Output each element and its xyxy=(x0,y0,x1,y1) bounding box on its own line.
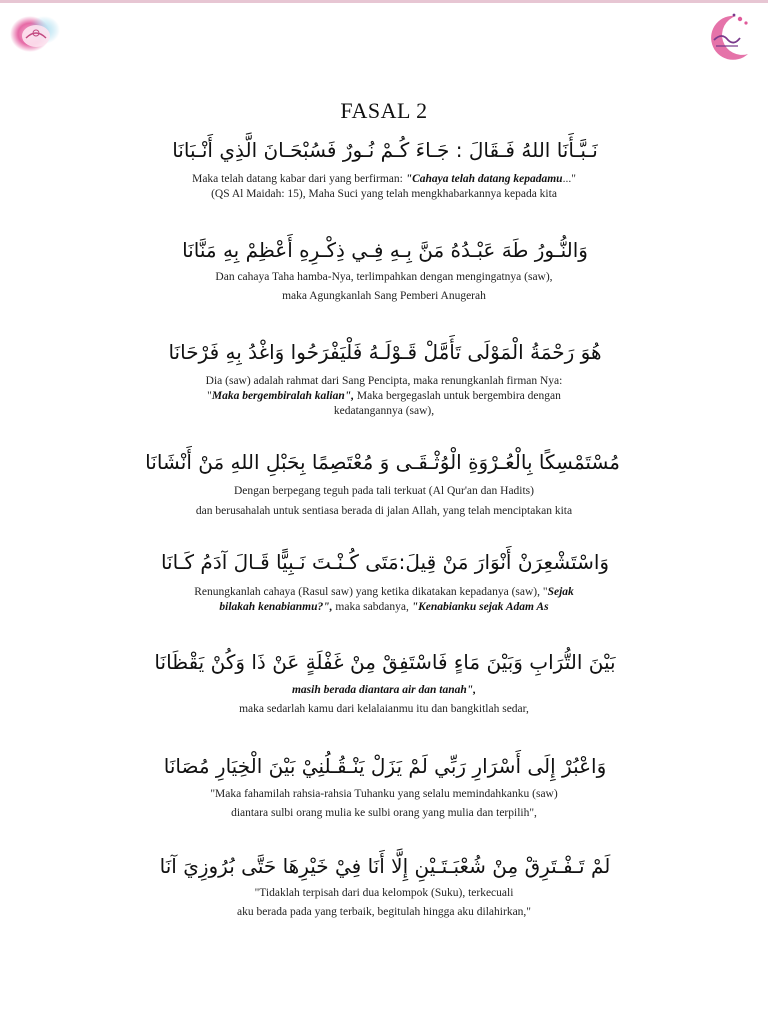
arabic-verse-2: وَالنُّـورُ طَهَ عَبْـدُهُ مَنَّ بِـهِ فِـي ذِكْـرِهِ أَعْظِمْ بِهِ مَنَّانَا xyxy=(182,238,588,262)
arabic-verse-3: هُوَ رَحْمَةُ الْمَوْلَى تَأَمَّلْ قَـوْلَـهُ فَلْيَفْرَحُوا وَاغْدُ بِهِ فَرْحَانَا xyxy=(168,340,602,364)
arabic-verse-7: وَاعْبُرْ إِلَى أَسْرَارِ رَبِّي لَمْ يَزَلْ يَنْـقُـلُنِيْ بَيْنَ الْخِيَارِ مُصَانَا xyxy=(163,754,607,778)
translation-1: Maka telah datang kabar dari yang berfirman: "Cahaya telah datang kepadamu..." (QS Al Maidah: 15), Maha Suci yang telah mengkhabarkannya kepada kita xyxy=(192,173,576,200)
translation-8: "Tidaklah terpisah dari dua kelompok (Suku), terkecuali aku berada pada yang terbaik, begitulah hingga aku dilahirkan," xyxy=(236,887,531,918)
watercolor-emblem-icon xyxy=(8,8,64,60)
translation-6: masih berada diantara air dan tanah", maka sedarlah kamu dari kelalaianmu itu dan bangkitlah sedar, xyxy=(239,684,529,715)
arabic-verse-8: لَمْ تَـفْـتَرِقْ مِنْ شُعْبَـتَـيْنِ إِلَّا أَنَا فِيْ خَيْرِهَا حَتَّى بُرُوزِيَ آنَا xyxy=(159,854,611,878)
translation-2: Dan cahaya Taha hamba-Nya, terlimpahkan dengan mengingatnya (saw), maka Agungkanlah Sang Pemberi Anugerah xyxy=(215,271,553,302)
crescent-calligraphy-logo-icon xyxy=(696,10,758,62)
arabic-verse-1: نَـبَّـأَنَا اللهُ فَـقَالَ : جَـاءَ كُـمْ نُـورٌ فَسُبْحَـانَ الَّذِي أَنْـبَانَا xyxy=(172,138,598,162)
translation-3: Dia (saw) adalah rahmat dari Sang Pencipta, maka renungkanlah firman Nya: "Maka bergembiralah kalian", Maka bergegaslah untuk bergembira dengan kedatangannya (saw), xyxy=(205,375,563,417)
translation-7: "Maka fahamilah rahsia-rahsia Tuhanku yang selalu memindahkanku (saw) diantara sulbi orang mulia ke sulbi orang yang mulia dan terpilih", xyxy=(210,788,558,819)
page-title: FASAL 2 xyxy=(340,98,428,123)
arabic-verse-6: بَيْنَ التُّرَابِ وَبَيْنَ مَاءٍ فَاسْتَفِقْ مِنْ غَفْلَةٍ عَنْ ذَا وَكُنْ يَقْظَانَا xyxy=(154,650,616,674)
translation-5: Renungkanlah cahaya (Rasul saw) yang ketika dikatakan kepadanya (saw), "Sejak bilakah kenabianmu?", maka sabdanya, "Kenabianku sejak Adam As xyxy=(194,586,574,613)
arabic-verse-5: وَاسْتَشْعِرَنْ أَنْوَارَ مَنْ قِيلَ:مَتَى كُـنْـتَ نَـبِيًّا قَـالَ آدَمُ كَـانَا xyxy=(160,550,610,574)
top-divider xyxy=(0,0,768,3)
arabic-verse-4: مُسْتَمْسِكًا بِالْعُـرْوَةِ الْوُثْـقَـى وَ مُعْتَصِمًا بِحَبْلِ اللهِ مَنْ أَنْشَانَا xyxy=(145,450,620,474)
translation-4: Dengan berpegang teguh pada tali terkuat (Al Qur'an dan Hadits) dan berusahalah untuk sentiasa berada di jalan Allah, yang telah menciptakan kita xyxy=(195,485,573,517)
